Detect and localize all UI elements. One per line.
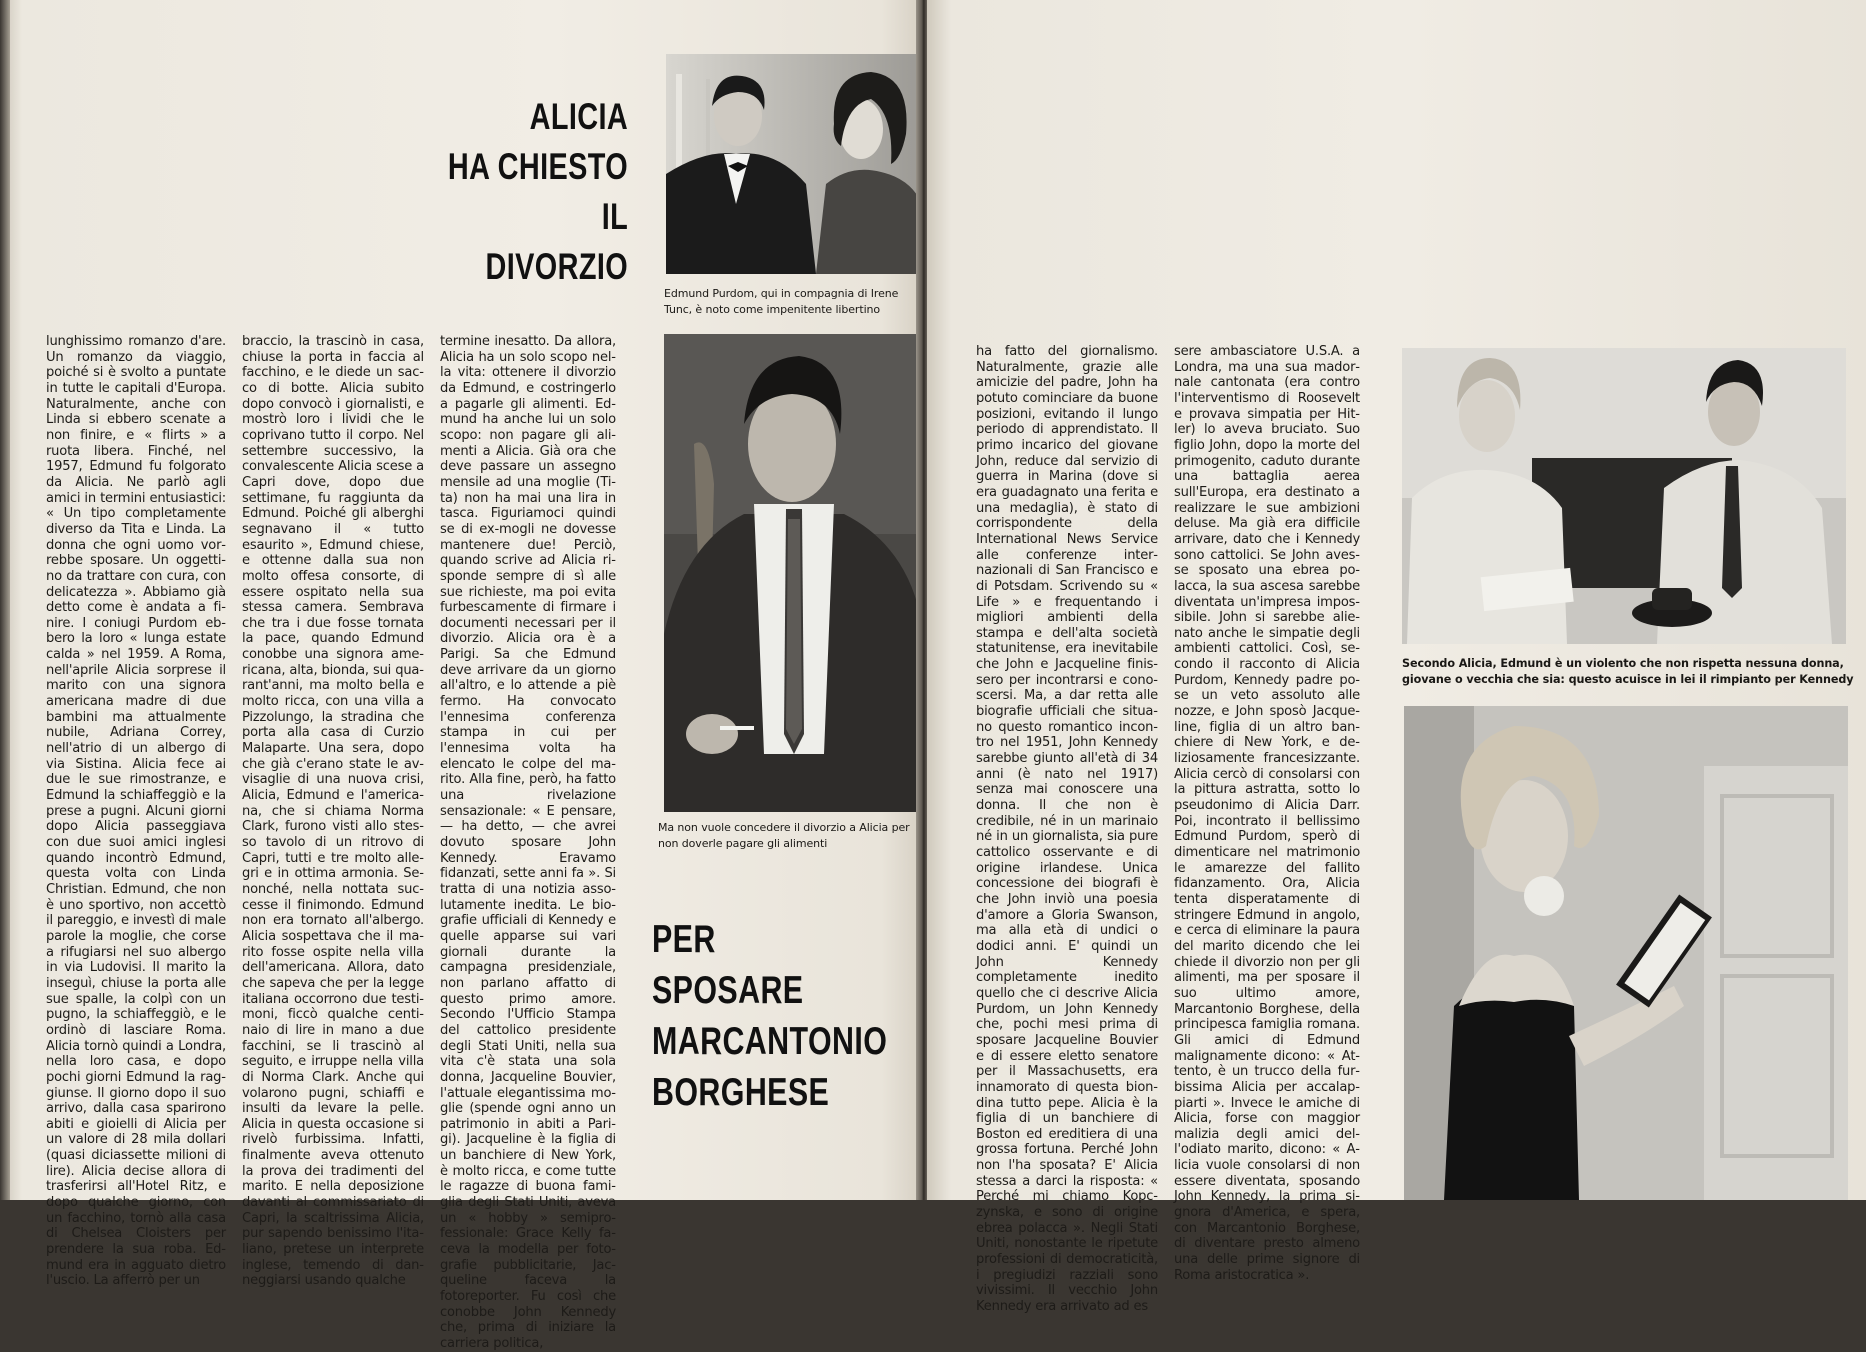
secondary-headline-line: MARCANTONIO xyxy=(652,1020,888,1063)
secondary-headline-line: PER xyxy=(652,918,716,961)
main-headline-line: DIVORZIO xyxy=(485,246,628,287)
article-column: sere ambasciatore U.S.A. a Londra, ma una sua madornale cantonata (era contro l'interventismo di Roosevelt e provava simpatia per Hitler) lo aveva bruciato. Suo figlio John, dopo la morte del primogenito, caduto durante una battaglia aerea sull'Europa, era destinato a realizzare le sue ambizioni deluse. Ma già era difficile arrivare, dato che i Kennedy sono cattolici. Se John avesse sposato una ebrea polacca, la sua ascesa sarebbe diventata un'impresa impossibile. John si sarebbe alienato anche le simpatie degli ambienti cattolici. Così, secondo il racconto di Alicia Purdom, Kennedy padre pose un veto assoluto alle nozze, e John sposò Jacqueline, figlia di un altro banchiere di New York, e deliziosamente francesizzante. Alicia cercò di consolarsi con la pittura astratta, sotto lo pseudonimo di Alicia Darr. Poi, incontrato il bellissimo Edmund Purdom, sperò di dimenticare nel matrimonio le amarezze del fallito fidanzamento. Ora, Alicia tenta disperatamente di stringere Edmund in angolo, e cerca di eliminare la paura del marito dicendo che lei chiede il divorzio non per gli alimenti, ma per sposare il suo ultimo amore, Marcantonio Borghese, della principesca famiglia romana. Gli amici di Edmund malignamente dicono: « Attento, è un trucco della furbissima Alicia per accalappiarti ». Invece le amiche di Alicia, forse con maggior malizia degli amici dell'odiato marito, dicono: « Alicia vuole consolarsi di non essere diventata, sposando John Kennedy, la prima signora d'America, e spera, con Marcantonio Borghese, di diventare presto almeno una delle prime signore di Roma aristocratica ». xyxy=(1174,344,1360,1283)
photo-caption: Secondo Alicia, Edmund è un violento che non rispetta nessuna donna, giovane o vecchia che sia: questo acuisce in lei il rimpianto per Kennedy xyxy=(1402,657,1854,686)
photo-alicia-and-edmund xyxy=(1402,348,1846,644)
photo-alicia-reading xyxy=(1404,706,1848,1200)
photo-purdom-with-woman xyxy=(666,54,922,274)
photo-caption: Ma non vuole concedere il divorzio a Alicia per non doverle pagare gli alimenti xyxy=(658,821,910,850)
photo-caption: Edmund Purdom, qui in compagnia di Irene Tunc, è noto come impenitente libertino xyxy=(664,287,899,316)
article-column: braccio, la trascinò in casa, chiuse la porta in faccia al facchino, e le diede un sacco di botte. Alicia subito dopo convocò i giornalisti, e mostrò loro i lividi che le coprivano tutto il corpo. Nel settembre successivo, la convalescente Alicia scese a Capri dove, dopo due settimane, fu raggiunta da Edmund. Poiché gli alberghi segnavano il « tutto esaurito », Edmund chiese, e ottenne dalla sua non molto offesa consorte, di essere ospitato nella sua stessa camera. Sembrava che tra i due fosse tornata la pace, quando Edmund conobbe una signora americana, alta, bionda, sui quarant'anni, ma molto bella e molto ricca, con una villa a Pizzolungo, la stradina che porta alla casa di Curzio Malaparte. Una sera, dopo che già c'erano state le avvisaglie di una nuova crisi, Alicia, Edmund e l'americana, che si chiama Norma Clark, furono visti allo stesso tavolo di un ritrovo di Capri, tutti e tre molto allegri e in ottima armonia. Senonché, nella nottata successe il finimondo. Edmund non era tornato all'albergo. Alicia sospettava che il marito fosse ospite nella villa dell'americana. Allora, dato che sapeva che per la legge italiana occorrono due testimoni, ficcò qualche centinaio di lire in mano a due facchini, se li trascinò al seguito, e irruppe nella villa di Norma Clark. Anche qui volarono pugni, schiaffi e insulti da levare la pelle. Alicia in questa occasione si rivelò furbissima. Infatti, finalmente aveva ottenuto la prova dei tradimenti del marito. E nella deposizione davanti al commissariato di Capri, la scaltrissima Alicia, pur sapendo benissimo l'italiano, pretese un interprete inglese, temendo di danneggiarsi usando qualche xyxy=(242,334,424,1289)
main-headline xyxy=(448,92,628,292)
article-column: termine inesatto. Da allora, Alicia ha un solo scopo nella vita: ottenere il divorzio da Edmund, e costringerlo a pagarle gli alimenti. Edmund ha anche lui un solo scopo: non pagare gli alimenti a Alicia. Già ora che deve passare un assegno mensile ad una moglie (Tita) non ha mai una lira in tasca. Figuriamoci quindi se di ex-mogli ne dovesse mantenere due! Perciò, quando scrive ad Alicia risponde sempre di sì alle sue richieste, ma poi evita furbescamente di firmare i documenti necessari per il divorzio. Alicia ora è a Parigi. Sa che Edmund deve arrivare da un giorno all'altro, e lo attende a piè fermo. Ha convocato l'ennesima conferenza stampa in cui per l'ennesima volta ha elencato le colpe del marito. Alla fine, però, ha fatto una rivelazione sensazionale: « E pensare, — ha detto, — che avrei dovuto sposare John Kennedy. Eravamo fidanzati, sette anni fa ». Si tratta di una notizia assolutamente inedita. Le biografie ufficiali di Kennedy e quelle apparse sui vari giornali durante la campagna presidenziale, non parlano affatto di questo primo amore. Secondo l'Ufficio Stampa del cattolico presidente degli Stati Uniti, nella sua vita c'è stata una sola donna, Jacqueline Bouvier, l'attuale elegantissima moglie (spende ogni anno un patrimonio in abiti a Parigi). Jacqueline è la figlia di un banchiere di New York, è molto ricca, e come tutte le ragazze di buona famiglia degli Stati Uniti, aveva un « hobby » semiprofessionale: Grace Kelly faceva la modella per fotografie pubblicitarie, Jacqueline faceva la fotoreporter. Fu così che conobbe John Kennedy che, prima di iniziare la carriera politica, xyxy=(440,334,616,1351)
main-headline-line: IL xyxy=(601,196,628,237)
secondary-headline-line: BORGHESE xyxy=(652,1071,830,1114)
main-headline-line: HA CHIESTO xyxy=(447,146,628,187)
article-column: ha fatto del giornalismo. Naturalmente, grazie alle amicizie del padre, John ha potuto cominciare da buone posizioni, evitando il lungo periodo di apprendistato. Il primo incarico del giovane John, reduce dal servizio di guerra in Marina (dove si era guadagnato una ferita e una medaglia), è stato di corrispondente della International News Service alle conferenze internazionali di San Francisco e di Potsdam. Scrivendo su « Life » e frequentando i migliori ambienti della stampa e dell'alta società statunitense, era inevitabile che John e Jacqueline finissero per incontrarsi e conoscersi. Ma, a dar retta alle biografie ufficiali che situano questo romantico incontro nel 1951, John Kennedy sarebbe giunto all'età di 34 anni (è nato nel 1917) senza mai conoscere una donna. Il che non è credibile, né in un marinaio né in un giornalista, sia pure cattolico osservante e di origine irlandese. Unica concessione dei biografi è che John inviò una poesia d'amore a Gloria Swanson, ma alla età di undici o dodici anni. E' quindi un John Kennedy completamente inedito quello che ci descrive Alicia Purdom, un John Kennedy che, pochi mesi prima di sposare Jacqueline Bouvier e di essere eletto senatore per il Massachusetts, era innamorato di questa biondina tutto pepe. Alicia è la figlia di un banchiere di Boston ed ereditiera di una grossa fortuna. Perché John non l'ha sposata? E' Alicia stessa a darci la risposta: « Perché mi chiamo Kopczynska, e sono di origine ebrea polacca ». Negli Stati Uniti, nonostante le ripetute professioni di democraticità, i pregiudizi razziali sono vivissimi. Il vecchio John Kennedy era arrivato ad es xyxy=(976,344,1158,1315)
main-headline-line: ALICIA xyxy=(529,96,628,137)
article-column: lunghissimo romanzo d'are. Un romanzo da viaggio, poiché si è svolto a puntate in tutte le capitali d'Europa. Naturalmente, anche con Linda si ebbero scenate a non finire, e « flirts » a ruota libera. Finché, nel 1957, Edmund fu folgorato da Alicia. Ne parlò agli amici in termini entusiastici: « Un tipo completamente diverso da Tita e Linda. La donna che ogni uomo vorrebbe sposare. Un oggettino da trattare con cura, con delicatezza ». Abbiamo già detto come è andata a finire. I coniugi Purdom ebbero la loro « lunga estate calda » nel 1959. A Roma, nell'aprile Alicia sorprese il marito con una signora americana madre di due bambini ma attualmente nubile, Adriana Correy, nell'atrio di un albergo di via Sistina. Alicia fece ai due le sue rimostranze, e Edmund la schiaffeggiò e la prese a pugni. Alcuni giorni dopo Alicia passeggiava con due suoi amici inglesi quando incontrò Edmund, questa volta con Linda Christian. Edmund, che non è uno sportivo, non accettò il pareggio, e investì di male parole la moglie, che corse a rifugiarsi nel suo albergo in via Ludovisi. Il marito la inseguì, chiuse la porta alle sue spalle, la colpì con un pugno, la schiaffeggiò, e le ordinò di lasciare Roma. Alicia tornò quindi a Londra, nella loro casa, e dopo pochi giorni Edmund la raggiunse. Il giorno dopo il suo arrivo, dalla casa sparirono abiti e gioielli di Alicia per un valore di 28 mila dollari (quasi diciassette milioni di lire). Alicia decise allora di trasferirsi all'Hotel Ritz, e dopo qualche giorno, con un facchino, tornò alla casa di Chelsea Cloisters per prendere la sua roba. Edmund era in agguato dietro l'uscio. La afferrò per un xyxy=(46,334,226,1289)
secondary-headline xyxy=(652,914,887,1118)
page-edge-shadow xyxy=(0,0,10,1200)
left-page xyxy=(0,0,918,1351)
secondary-headline-line: SPOSARE xyxy=(652,969,804,1012)
photo-purdom-smoking xyxy=(664,334,920,812)
